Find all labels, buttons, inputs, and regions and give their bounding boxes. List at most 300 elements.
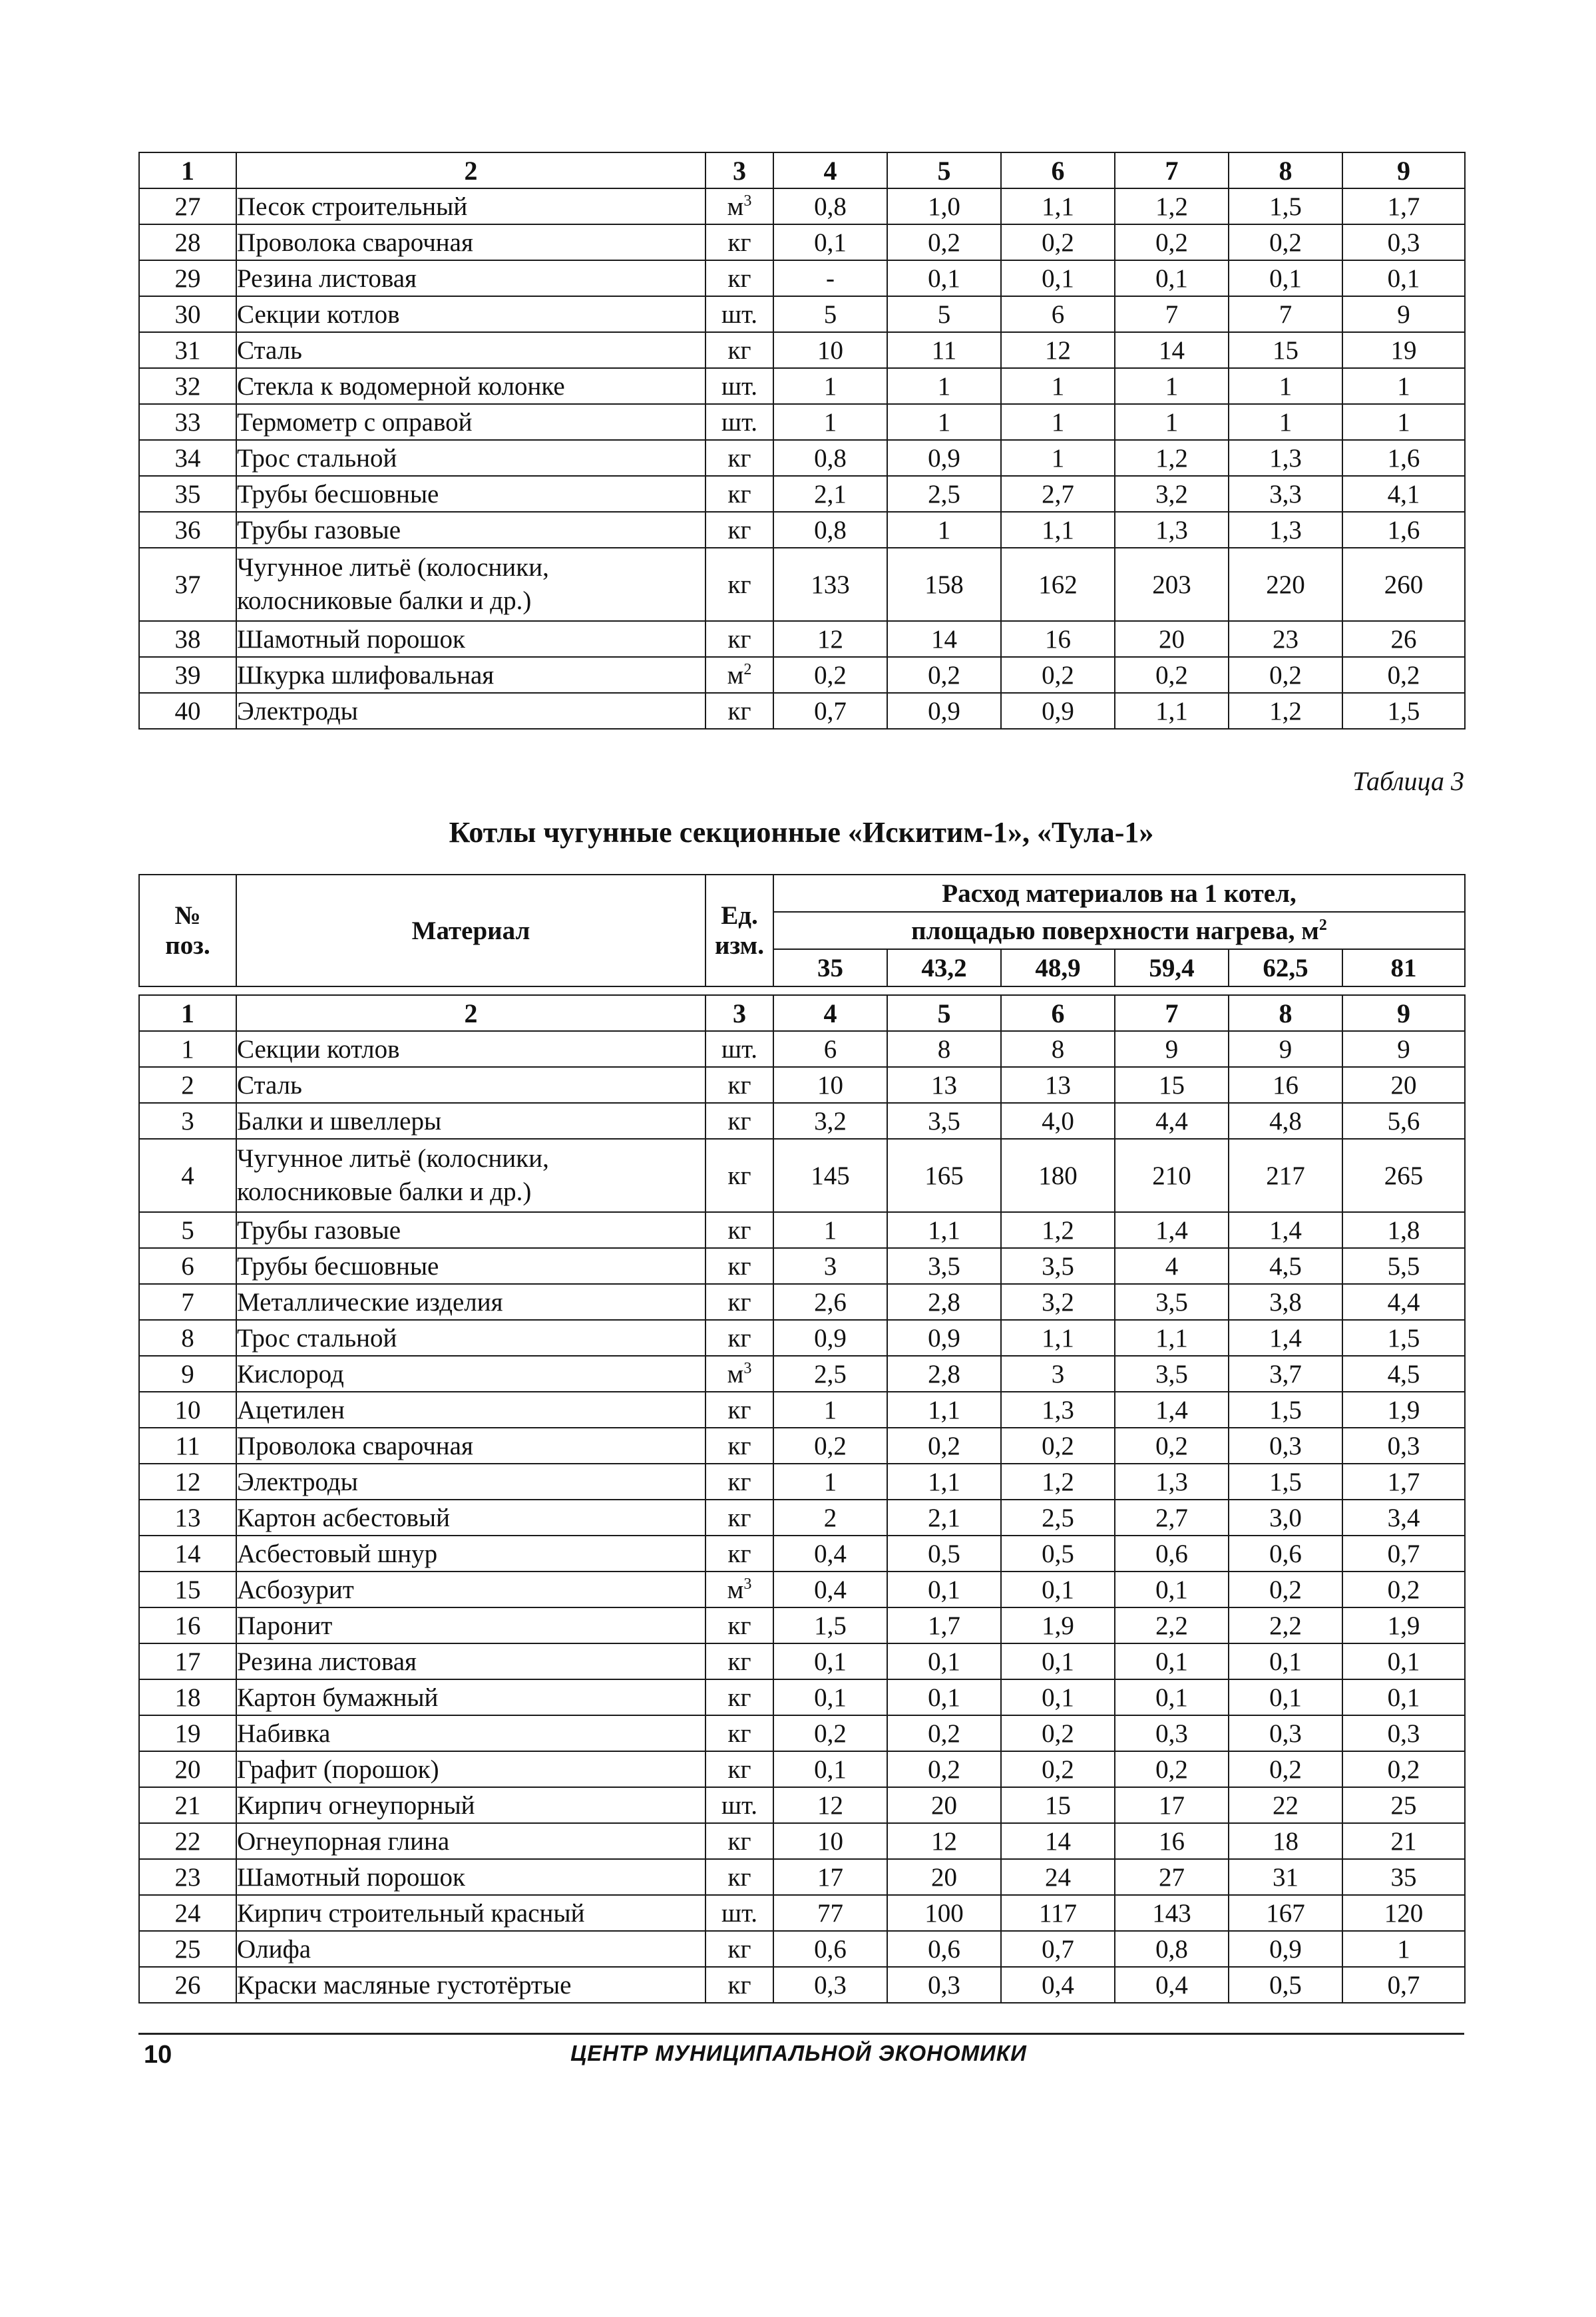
value-cell: 0,3 [773,1967,887,2003]
value-cell: 3,5 [1115,1356,1229,1392]
table3-header [138,874,1466,987]
unit-cell [705,1248,773,1284]
value-cell: 1 [1001,440,1115,476]
row-number: 14 [139,1536,236,1572]
unit-cell [705,621,773,657]
value-cell: 15 [1001,1787,1115,1823]
value-cell: 14 [887,621,1001,657]
value-cell: 100 [887,1895,1001,1931]
value-cell: 5 [887,296,1001,332]
footer-rule [138,2033,1464,2035]
value-cell: 1,3 [1001,1392,1115,1428]
column-number: 4 [773,995,887,1031]
materials-table-3 [138,994,1466,2003]
value-cell: 77 [773,1895,887,1931]
value-cell: 165 [887,1139,1001,1212]
row-number: 31 [139,332,236,368]
value-cell: 0,2 [1342,1751,1465,1787]
unit-cell [705,1643,773,1679]
column-number: 7 [1115,152,1229,188]
material-name: Проволока сварочная [236,1428,705,1464]
unit: кг [727,1287,751,1317]
table-row [139,1284,1465,1320]
unit: кг [727,228,751,257]
value-cell: 15 [1115,1067,1229,1103]
column-number: 3 [705,152,773,188]
value-cell: 3,7 [1229,1356,1342,1392]
value-cell: 0,2 [1001,657,1115,693]
material-name: Трубы газовые [236,512,705,548]
row-number: 7 [139,1284,236,1320]
table-row [139,332,1465,368]
value-cell: 1 [1342,1931,1465,1967]
value-cell: 0,9 [1001,693,1115,729]
column-number: 1 [139,995,236,1031]
table-row [139,1572,1465,1607]
unit: кг [727,1755,751,1784]
value-cell: 0,1 [773,1751,887,1787]
value-cell: 0,2 [887,1715,1001,1751]
material-name: Сталь [236,1067,705,1103]
value-cell: 1,3 [1229,440,1342,476]
value-cell: 1 [773,368,887,404]
value-cell: 3,8 [1229,1284,1342,1320]
column-number: 2 [236,152,705,188]
value-cell: 2,2 [1115,1607,1229,1643]
material-name: Термометр с оправой [236,404,705,440]
unit-cell [705,657,773,693]
material-name: Шкурка шлифовальная [236,657,705,693]
value-cell: 19 [1342,332,1465,368]
value-cell: 20 [1115,621,1229,657]
material-name: Графит (порошок) [236,1751,705,1787]
value-cell: 1 [1342,404,1465,440]
value-cell: 2,7 [1001,476,1115,512]
value-cell: 120 [1342,1895,1465,1931]
unit-cell [705,1715,773,1751]
header-material: Материал [236,875,705,986]
unit-cell [705,404,773,440]
value-cell: 0,4 [773,1572,887,1607]
header-rate-line1: Расход материалов на 1 котел, [773,875,1465,912]
unit-cell [705,260,773,296]
row-number: 8 [139,1320,236,1356]
table-row [139,1356,1465,1392]
value-cell: 5,5 [1342,1248,1465,1284]
value-cell: 1,1 [1001,188,1115,224]
unit-cell [705,440,773,476]
table-row [139,1212,1465,1248]
value-cell: 1,6 [1342,512,1465,548]
table-row [139,1067,1465,1103]
value-cell: 1 [1342,368,1465,404]
value-cell: 0,2 [773,1428,887,1464]
row-number: 18 [139,1679,236,1715]
value-cell: 0,6 [887,1931,1001,1967]
value-cell: 0,2 [1001,1715,1115,1751]
table-row [139,1139,1465,1212]
value-cell: 133 [773,548,887,621]
value-cell: 0,2 [1229,1572,1342,1607]
value-cell: 17 [773,1859,887,1895]
value-cell: 0,7 [773,693,887,729]
value-cell: 0,2 [887,1428,1001,1464]
row-number: 37 [139,548,236,621]
value-cell: 158 [887,548,1001,621]
header-unit [705,875,773,986]
value-cell: 21 [1342,1823,1465,1859]
value-cell: 3,4 [1342,1500,1465,1536]
material-name: Набивка [236,1715,705,1751]
row-number: 33 [139,404,236,440]
value-cell: 1 [1001,404,1115,440]
value-cell: 1,5 [1342,1320,1465,1356]
material-name: Ацетилен [236,1392,705,1428]
value-cell: 0,2 [1115,657,1229,693]
value-cell: 1 [1229,368,1342,404]
value-cell: 7 [1115,296,1229,332]
table-row [139,476,1465,512]
value-cell: 1 [1115,368,1229,404]
table-row [139,1248,1465,1284]
row-number: 32 [139,368,236,404]
row-number: 26 [139,1967,236,2003]
unit: кг [727,696,751,726]
unit-cell [705,1967,773,2003]
value-cell: 2 [773,1500,887,1536]
row-number: 36 [139,512,236,548]
row-number: 38 [139,621,236,657]
value-cell: 2,5 [887,476,1001,512]
column-number: 6 [1001,995,1115,1031]
value-cell: 9 [1115,1031,1229,1067]
unit: кг [727,1215,751,1245]
value-cell: 0,1 [1115,260,1229,296]
material-name: Секции котлов [236,1031,705,1067]
unit-cell [705,1607,773,1643]
unit-cell [705,1392,773,1428]
material-name: Песок строительный [236,188,705,224]
value-cell: 23 [1229,621,1342,657]
unit: кг [727,1934,751,1964]
row-number: 13 [139,1500,236,1536]
value-cell: 0,1 [1001,1679,1115,1715]
value-cell: 3,5 [887,1103,1001,1139]
unit: кг [727,1647,751,1676]
column-number: 4 [773,152,887,188]
value-cell: 0,1 [887,1679,1001,1715]
material-name: Кирпич строительный красный [236,1895,705,1931]
unit: кг [727,1251,751,1281]
unit: шт. [721,1898,757,1928]
value-cell: 0,3 [1342,1715,1465,1751]
value-cell: 1,1 [1115,693,1229,729]
heating-area: 59,4 [1115,949,1229,986]
unit-cell [705,1428,773,1464]
unit-cell [705,1895,773,1931]
page-number: 10 [144,2041,172,2069]
value-cell: 1 [773,1212,887,1248]
value-cell: 0,6 [773,1931,887,1967]
heating-area: 62,5 [1229,949,1342,986]
value-cell: 1,1 [887,1392,1001,1428]
header-rate-line2 [773,912,1465,949]
value-cell: 14 [1115,332,1229,368]
table-row [139,657,1465,693]
table-label: Таблица 3 [1352,766,1464,796]
value-cell: 1,1 [887,1212,1001,1248]
row-number: 2 [139,1067,236,1103]
row-number: 23 [139,1859,236,1895]
table-row [139,1751,1465,1787]
material-name: Электроды [236,1464,705,1500]
unit-cell [705,1212,773,1248]
value-cell: 12 [773,1787,887,1823]
material-name: Металлические изделия [236,1284,705,1320]
row-number: 1 [139,1031,236,1067]
row-number: 11 [139,1428,236,1464]
material-name: Асбозурит [236,1572,705,1607]
column-number: 9 [1342,152,1465,188]
material-name: Трубы бесшовные [236,1248,705,1284]
value-cell: 1,2 [1115,440,1229,476]
value-cell: 0,2 [1001,224,1115,260]
row-number: 30 [139,296,236,332]
material-name: Асбестовый шнур [236,1536,705,1572]
value-cell: 1,5 [1229,1464,1342,1500]
table-row [139,1679,1465,1715]
heating-area: 35 [773,949,887,986]
unit: кг [727,1106,751,1136]
value-cell: 0,2 [1229,657,1342,693]
table-row [139,1859,1465,1895]
header-rate-text: площадью поверхности нагрева, м [911,916,1319,945]
value-cell: 9 [1229,1031,1342,1067]
value-cell: 1,0 [887,188,1001,224]
material-name: Картон асбестовый [236,1500,705,1536]
unit: шт. [721,371,757,401]
value-cell: 1 [1115,404,1229,440]
unit: кг [727,264,751,293]
unit-cell [705,188,773,224]
value-cell: 0,4 [1115,1967,1229,2003]
unit: м [727,192,744,221]
value-cell: 167 [1229,1895,1342,1931]
value-cell: 1,5 [773,1607,887,1643]
value-cell: 1 [887,512,1001,548]
row-number: 6 [139,1248,236,1284]
value-cell: 3,5 [1115,1284,1229,1320]
material-name: Шамотный порошок [236,1859,705,1895]
value-cell: 0,2 [1001,1751,1115,1787]
row-number: 9 [139,1356,236,1392]
value-cell: 14 [1001,1823,1115,1859]
value-cell: 9 [1342,296,1465,332]
table-row [139,1536,1465,1572]
table-row [139,368,1465,404]
value-cell: 143 [1115,1895,1229,1931]
column-number: 9 [1342,995,1465,1031]
value-cell: 0,3 [1115,1715,1229,1751]
unit: кг [727,335,751,365]
value-cell: 1,6 [1342,440,1465,476]
value-cell: 3,3 [1229,476,1342,512]
value-cell: 20 [887,1787,1001,1823]
value-cell: 1,4 [1229,1320,1342,1356]
value-cell: 1,1 [1001,1320,1115,1356]
table-row [139,621,1465,657]
table-row [139,1931,1465,1967]
value-cell: 3,2 [1001,1284,1115,1320]
unit-cell [705,1103,773,1139]
value-cell: 8 [1001,1031,1115,1067]
row-number: 15 [139,1572,236,1607]
value-cell: 0,1 [1229,1679,1342,1715]
unit-cell [705,476,773,512]
table-row [139,440,1465,476]
material-name: Трос стальной [236,440,705,476]
value-cell: 0,2 [1115,1751,1229,1787]
value-cell: 4,0 [1001,1103,1115,1139]
table-row [139,188,1465,224]
unit-cell [705,1536,773,1572]
value-cell: 1,4 [1115,1392,1229,1428]
row-number: 28 [139,224,236,260]
unit: кг [727,1070,751,1100]
value-cell: 12 [773,621,887,657]
value-cell: 0,1 [773,1679,887,1715]
row-number: 27 [139,188,236,224]
value-cell: 10 [773,1067,887,1103]
column-number: 6 [1001,152,1115,188]
unit: кг [727,1826,751,1856]
material-name: Секции котлов [236,296,705,332]
row-number: 29 [139,260,236,296]
unit-cell [705,1067,773,1103]
unit: кг [727,624,751,654]
unit-cell [705,1572,773,1607]
unit: м [727,1575,744,1604]
value-cell: 0,8 [773,440,887,476]
value-cell: 1 [773,404,887,440]
material-name: Олифа [236,1931,705,1967]
unit-exponent: 2 [743,660,752,678]
value-cell: 0,5 [887,1536,1001,1572]
value-cell: 1,4 [1115,1212,1229,1248]
value-cell: 0,9 [887,1320,1001,1356]
unit: кг [727,1161,751,1190]
value-cell: 1,5 [1229,188,1342,224]
value-cell: 1,1 [1115,1320,1229,1356]
value-cell: 22 [1229,1787,1342,1823]
value-cell: 4 [1115,1248,1229,1284]
row-number: 24 [139,1895,236,1931]
value-cell: 217 [1229,1139,1342,1212]
value-cell: 2,8 [887,1284,1001,1320]
value-cell: 180 [1001,1139,1115,1212]
material-name: Трубы газовые [236,1212,705,1248]
row-number: 34 [139,440,236,476]
value-cell: 0,1 [1115,1679,1229,1715]
value-cell: 0,1 [1001,260,1115,296]
unit-cell [705,1859,773,1895]
unit-cell [705,693,773,729]
table-row [139,548,1465,621]
unit-cell [705,1320,773,1356]
unit: кг [727,443,751,473]
value-cell: 0,7 [1001,1931,1115,1967]
value-cell: 24 [1001,1859,1115,1895]
value-cell: 0,3 [1342,224,1465,260]
value-cell: 4,8 [1229,1103,1342,1139]
unit: шт. [721,300,757,329]
column-number: 3 [705,995,773,1031]
table-row [139,1428,1465,1464]
unit: кг [727,1539,751,1568]
value-cell: 0,9 [887,693,1001,729]
table-row [139,1895,1465,1931]
table-row [139,512,1465,548]
value-cell: 0,8 [773,188,887,224]
value-cell: 117 [1001,1895,1115,1931]
value-cell: 0,1 [1229,1643,1342,1679]
material-name: Картон бумажный [236,1679,705,1715]
column-number: 1 [139,152,236,188]
value-cell: 1,7 [1342,188,1465,224]
value-cell: 26 [1342,621,1465,657]
table-row [139,1643,1465,1679]
value-cell: 2,6 [773,1284,887,1320]
value-cell: 0,2 [1342,1572,1465,1607]
material-name: Электроды [236,693,705,729]
material-name-line1: Чугунное литьё (колосники, [237,1144,549,1173]
value-cell: 0,6 [1115,1536,1229,1572]
header-rate-sup: 2 [1318,916,1327,934]
value-cell: 17 [1115,1787,1229,1823]
unit: м [727,660,744,690]
unit: кг [727,1323,751,1353]
value-cell: 1,2 [1001,1464,1115,1500]
value-cell: 0,2 [1001,1428,1115,1464]
value-cell: 20 [887,1859,1001,1895]
material-name-line2: колосниковые балки и др.) [237,1177,532,1206]
value-cell: 2,8 [887,1356,1001,1392]
value-cell: 0,1 [773,224,887,260]
value-cell: 27 [1115,1859,1229,1895]
value-cell: 4,1 [1342,476,1465,512]
value-cell: 1,3 [1115,512,1229,548]
column-number: 8 [1229,995,1342,1031]
unit-exponent: 3 [743,1575,752,1593]
unit: кг [727,1862,751,1892]
value-cell: 0,1 [1115,1572,1229,1607]
column-number: 2 [236,995,705,1031]
table-row [139,1103,1465,1139]
column-number: 8 [1229,152,1342,188]
value-cell: 1,9 [1342,1607,1465,1643]
unit-cell [705,1823,773,1859]
value-cell: 2,1 [773,476,887,512]
table-row [139,1967,1465,2003]
value-cell: 0,5 [1229,1967,1342,2003]
unit-cell [705,296,773,332]
value-cell: 1 [773,1392,887,1428]
unit: кг [727,1503,751,1532]
value-cell: 0,4 [1001,1967,1115,2003]
value-cell: 10 [773,1823,887,1859]
value-cell: 0,7 [1342,1536,1465,1572]
value-cell: 16 [1229,1067,1342,1103]
